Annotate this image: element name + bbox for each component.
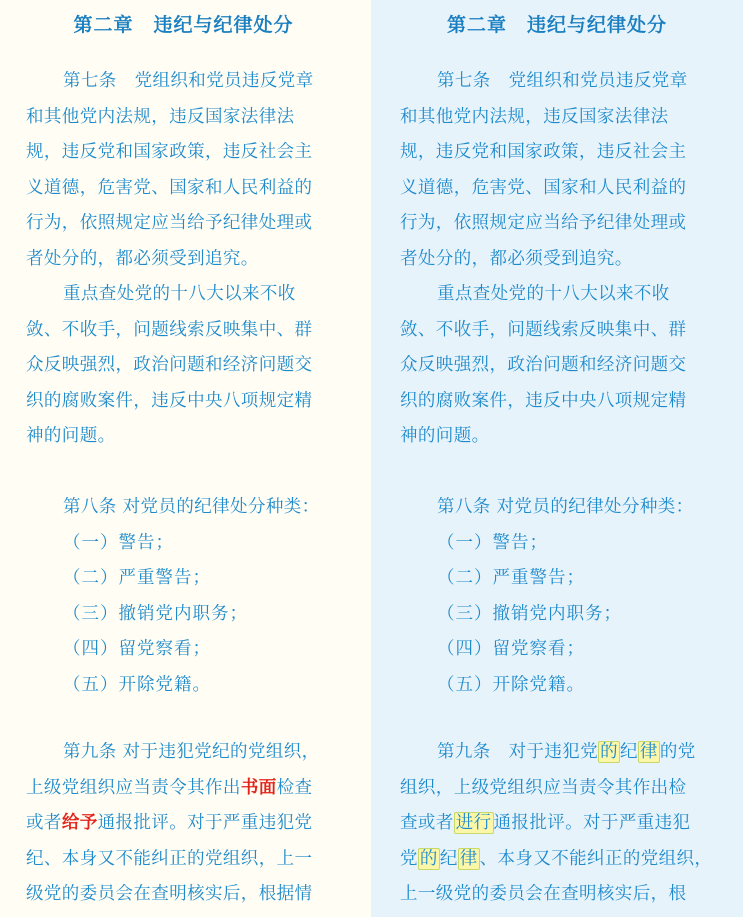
list-item: （五）开除党籍。 (63, 674, 211, 695)
text-line: 级党的委员会在查明核实后，根据情 (26, 884, 313, 904)
text-line: 义道德，危害党、国家和人民利益的 (400, 177, 687, 198)
text-line: 第七条 党组织和党员违反党章 (437, 71, 688, 91)
right-column-revised (371, 0, 743, 917)
text-line: 重点查处党的十八大以来不收 (63, 284, 296, 304)
article-7-right (371, 64, 743, 455)
article-8-right (371, 490, 743, 703)
text-line: 规，违反党和国家政策，违反社会主 (400, 142, 687, 162)
text-line (400, 806, 723, 842)
article-9-right (371, 735, 743, 913)
text-line: 规，违反党和国家政策，违反社会主 (26, 142, 313, 162)
article-8-title: 第八条 对党员的纪律处分种类： (63, 497, 320, 517)
text-line: 织的腐败案件，违反中央八项规定精 (400, 390, 687, 411)
text-line: 行为，依照规定应当给予纪律处理或 (26, 213, 313, 233)
list-item: （二）严重警告； (63, 568, 211, 588)
text-segment: 通报批评。对于严重违犯 (493, 813, 691, 833)
text-segment: 上级党组织应当责令其作出 (26, 777, 241, 798)
text-segment: 查或者 (400, 813, 454, 833)
text-line: 和其他党内法规，违反国家法律法 (400, 106, 669, 127)
text-segment: 纪 (439, 848, 458, 869)
text-line (26, 771, 349, 807)
text-segment: 的党 (659, 742, 696, 762)
highlight-added-word: 的 (419, 848, 438, 869)
text-line: 和其他党内法规，违反国家法律法 (26, 106, 295, 127)
text-segment: 党 (400, 848, 418, 869)
text-line: 敛、不收手，问题线索反映集中、群 (26, 319, 313, 340)
text-segment: 检查 (276, 777, 313, 798)
text-line: 第九条 对于违犯党纪的党组织， (63, 742, 320, 762)
highlight-added-word: 的 (600, 742, 619, 762)
highlight-added-word: 律 (459, 848, 478, 869)
list-item: （三）撤销党内职务； (63, 603, 248, 624)
text-line: 神的问题。 (400, 426, 490, 446)
text-line: 组织，上级党组织应当责令其作出检 (400, 777, 687, 798)
text-line: 纪、本身又不能纠正的党组织，上一 (26, 848, 313, 869)
list-item: （五）开除党籍。 (437, 674, 585, 695)
text-line: 重点查处党的十八大以来不收 (437, 284, 670, 304)
left-column-original (0, 0, 371, 917)
text-line: 第七条 党组织和党员违反党章 (63, 71, 314, 91)
text-segment: 、本身又不能纠正的党组织， (479, 848, 713, 869)
text-segment: 或者 (26, 813, 62, 833)
text-segment: 纪 (620, 742, 638, 762)
article-8-title: 第八条 对党员的纪律处分种类： (437, 497, 694, 517)
text-line (400, 735, 723, 771)
list-item: （二）严重警告； (437, 568, 585, 588)
text-line: 敛、不收手，问题线索反映集中、群 (400, 319, 687, 340)
article-9-left (0, 735, 371, 913)
highlight-added-word: 律 (639, 742, 658, 762)
chapter-title-right: 第二章 违纪与纪律处分 (446, 14, 667, 36)
text-line: 者处分的，都必须受到追究。 (26, 248, 259, 269)
text-line: 义道德，危害党、国家和人民利益的 (26, 177, 313, 198)
text-segment: 第九条 对于违犯党 (437, 742, 599, 762)
text-line: 神的问题。 (26, 426, 116, 446)
text-line: 上一级党的委员会在查明核实后，根 (400, 884, 687, 904)
list-item: （四）留党察看； (63, 639, 211, 659)
article-8-left (0, 490, 371, 703)
text-line: 众反映强烈，政治问题和经济问题交 (400, 355, 687, 375)
list-item: （三）撤销党内职务； (437, 603, 622, 624)
text-line (26, 806, 349, 842)
text-line: 者处分的，都必须受到追究。 (400, 248, 633, 269)
emphasis-deleted-word: 给予 (61, 813, 98, 833)
text-line: 织的腐败案件，违反中央八项规定精 (26, 390, 313, 411)
article-7-left (0, 64, 371, 455)
emphasis-deleted-word: 书面 (240, 777, 277, 798)
text-segment: 通报批评。对于严重违犯党 (97, 813, 313, 833)
highlight-added-word: 进行 (455, 813, 492, 833)
text-line (400, 842, 723, 878)
text-line: 众反映强烈，政治问题和经济问题交 (26, 355, 313, 375)
list-item: （一）警告； (63, 532, 174, 553)
chapter-title-left: 第二章 违纪与纪律处分 (73, 14, 294, 36)
list-item: （一）警告； (437, 532, 548, 553)
text-line: 行为，依照规定应当给予纪律处理或 (400, 213, 687, 233)
list-item: （四）留党察看； (437, 639, 585, 659)
